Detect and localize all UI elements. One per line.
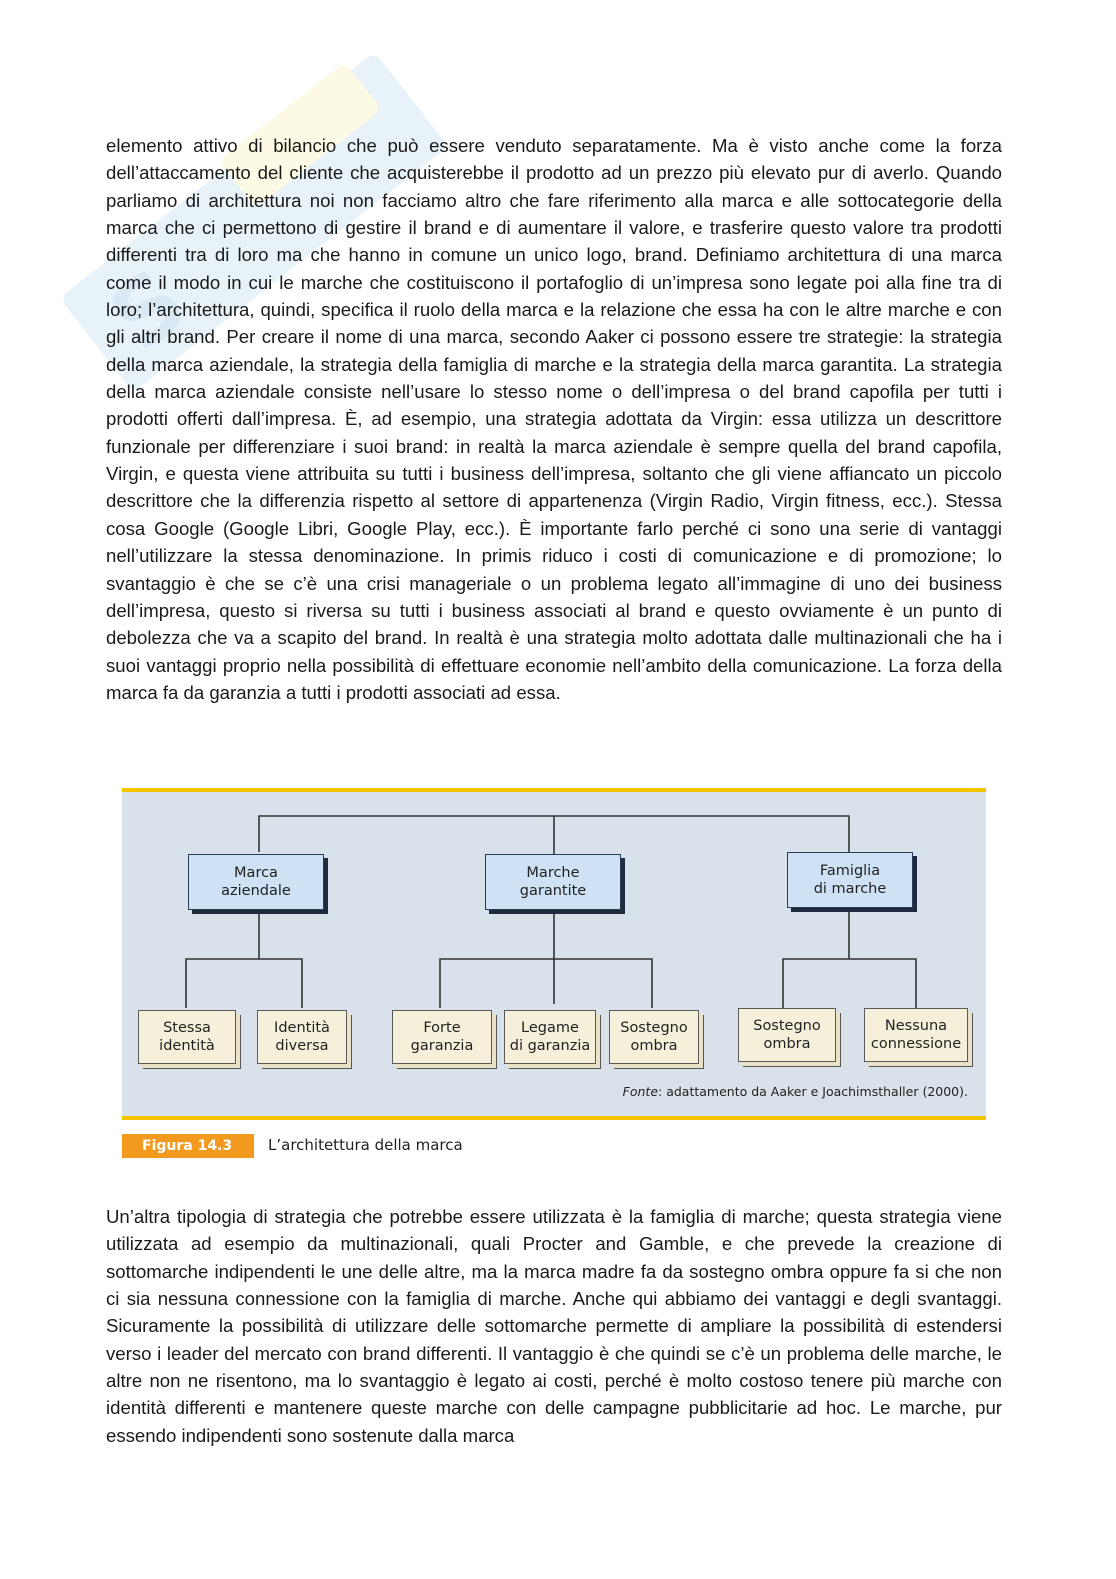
box-stessa-identita: Stessa identità (138, 1010, 236, 1064)
box-marche-garantite: Marche garantite (485, 854, 621, 910)
box-sostegno-ombra-2: Sostegno ombra (738, 1008, 836, 1062)
box-identita-diversa: Identità diversa (257, 1010, 347, 1064)
box-famiglia-di-marche: Famiglia di marche (787, 852, 913, 908)
box-marca-aziendale: Marca aziendale (188, 854, 324, 910)
box-sostegno-ombra-1: Sostegno ombra (609, 1010, 699, 1064)
box-legame-di-garanzia: Legame di garanzia (504, 1010, 596, 1064)
body-paragraph-1: elemento attivo di bilancio che può essere venduto separatamente. Ma è visto anche come la forza dell’attaccamento del cliente che acquisterebbe il prodotto ad un prezzo più elevato pur di averlo. Quando parliamo di architettura noi non facciamo altro che fare riferimento alla marca e alle sottocategorie della marca che ci permettono di gestire il brand e di aumentare il valore, e trasferire questo valore tra prodotti differenti tra di loro ma che hanno in comune un unico logo, brand. Definiamo architettura di una marca come il modo in cui le marche che costituiscono il portafoglio di un’impresa sono legate poi alla fine tra di loro; l’architettura, quindi, specifica il ruolo della marca e la relazione che essa ha con le altre marche e con gli altri brand. Per creare il nome di una marca, secondo Aaker ci possono essere tre strategie: la strategia della marca aziendale, la strategia della famiglia di marche e la strategia della marca garantita. La strategia della marca aziendale consiste nell’usare lo stesso nome o dell’impresa o del brand capofila per tutti i prodotti offerti dall’impresa. È, ad esempio, una strategia adottata da Virgin: essa utilizza un descrittore funzionale per differenziare i suoi brand: in realtà la marca aziendale è sempre quella del brand capofila, Virgin, e questa viene attribuita su tutti i business dell’impresa, soltanto che gli viene affiancato un piccolo descrittore che la differenzia rispetto al settore di appartenenza (Virgin Radio, Virgin fitness, ecc.). Stessa cosa Google (Google Libri, Google Play, ecc.). È importante farlo perché ci sono una serie di vantaggi nell’utilizzare la stessa denominazione. In primis riduco i costi di comunicazione e di promozione; lo svantaggio è che se c’è una crisi manageriale o un problema legato all’immagine di uno dei business dell’impresa, questo si riversa su tutti i business associati al brand e questo ovviamente è un punto di debolezza che va a scapito del brand. In realtà è una strategia molto adottata dalle multinazionali che ha i suoi vantaggi proprio nella possibilità di effettuare economie nell’ambito della comunicazione. La forza della marca fa da garanzia a tutti i prodotti associati ad essa. (106, 135, 1002, 703)
box-nessuna-connessione: Nessuna connessione (864, 1008, 968, 1062)
figure-caption (122, 1134, 722, 1158)
figure-number-label: Figura 14.3 (122, 1134, 254, 1158)
figure-title: L’architettura della marca (268, 1136, 463, 1154)
figure-source-note (623, 1084, 968, 1099)
source-label: Fonte (622, 1084, 659, 1099)
svg-text:S: S (90, 249, 207, 372)
brand-architecture-figure (122, 788, 986, 1120)
tree-connector-lines (122, 792, 986, 1124)
box-forte-garanzia: Forte garanzia (392, 1010, 492, 1064)
source-text: : adattamento da Aaker e Joachimsthaller (2000). (658, 1084, 968, 1099)
body-paragraph-2: Un’altra tipologia di strategia che potrebbe essere utilizzata è la famiglia di marche; questa strategia viene utilizzata ad esempio da multinazionali, quali Procter and Gamble, e che prevede la creazione di sottomarche indipendenti le une delle altre, ma la marca madre fa da sostegno ombra oppure fa si che non ci sia nessuna connessione con la famiglia di marche. Anche qui abbiamo dei vantaggi e degli svantaggi. Sicuramente la possibilità di utilizzare delle sottomarche permette di ampliare la possibilità di estendersi verso i leader del mercato con brand differenti. Il vantaggio è che quindi se c’è un problema delle marche, le altre non ne risentono, ma lo svantaggio è legato ai costi, perché è molto costoso tenere più marche con identità differenti e mantenere queste marche con delle campagne pubblicitarie ad hoc. Le marche, pur essendo indipendenti sono sostenute dalla marca (106, 1206, 1002, 1446)
